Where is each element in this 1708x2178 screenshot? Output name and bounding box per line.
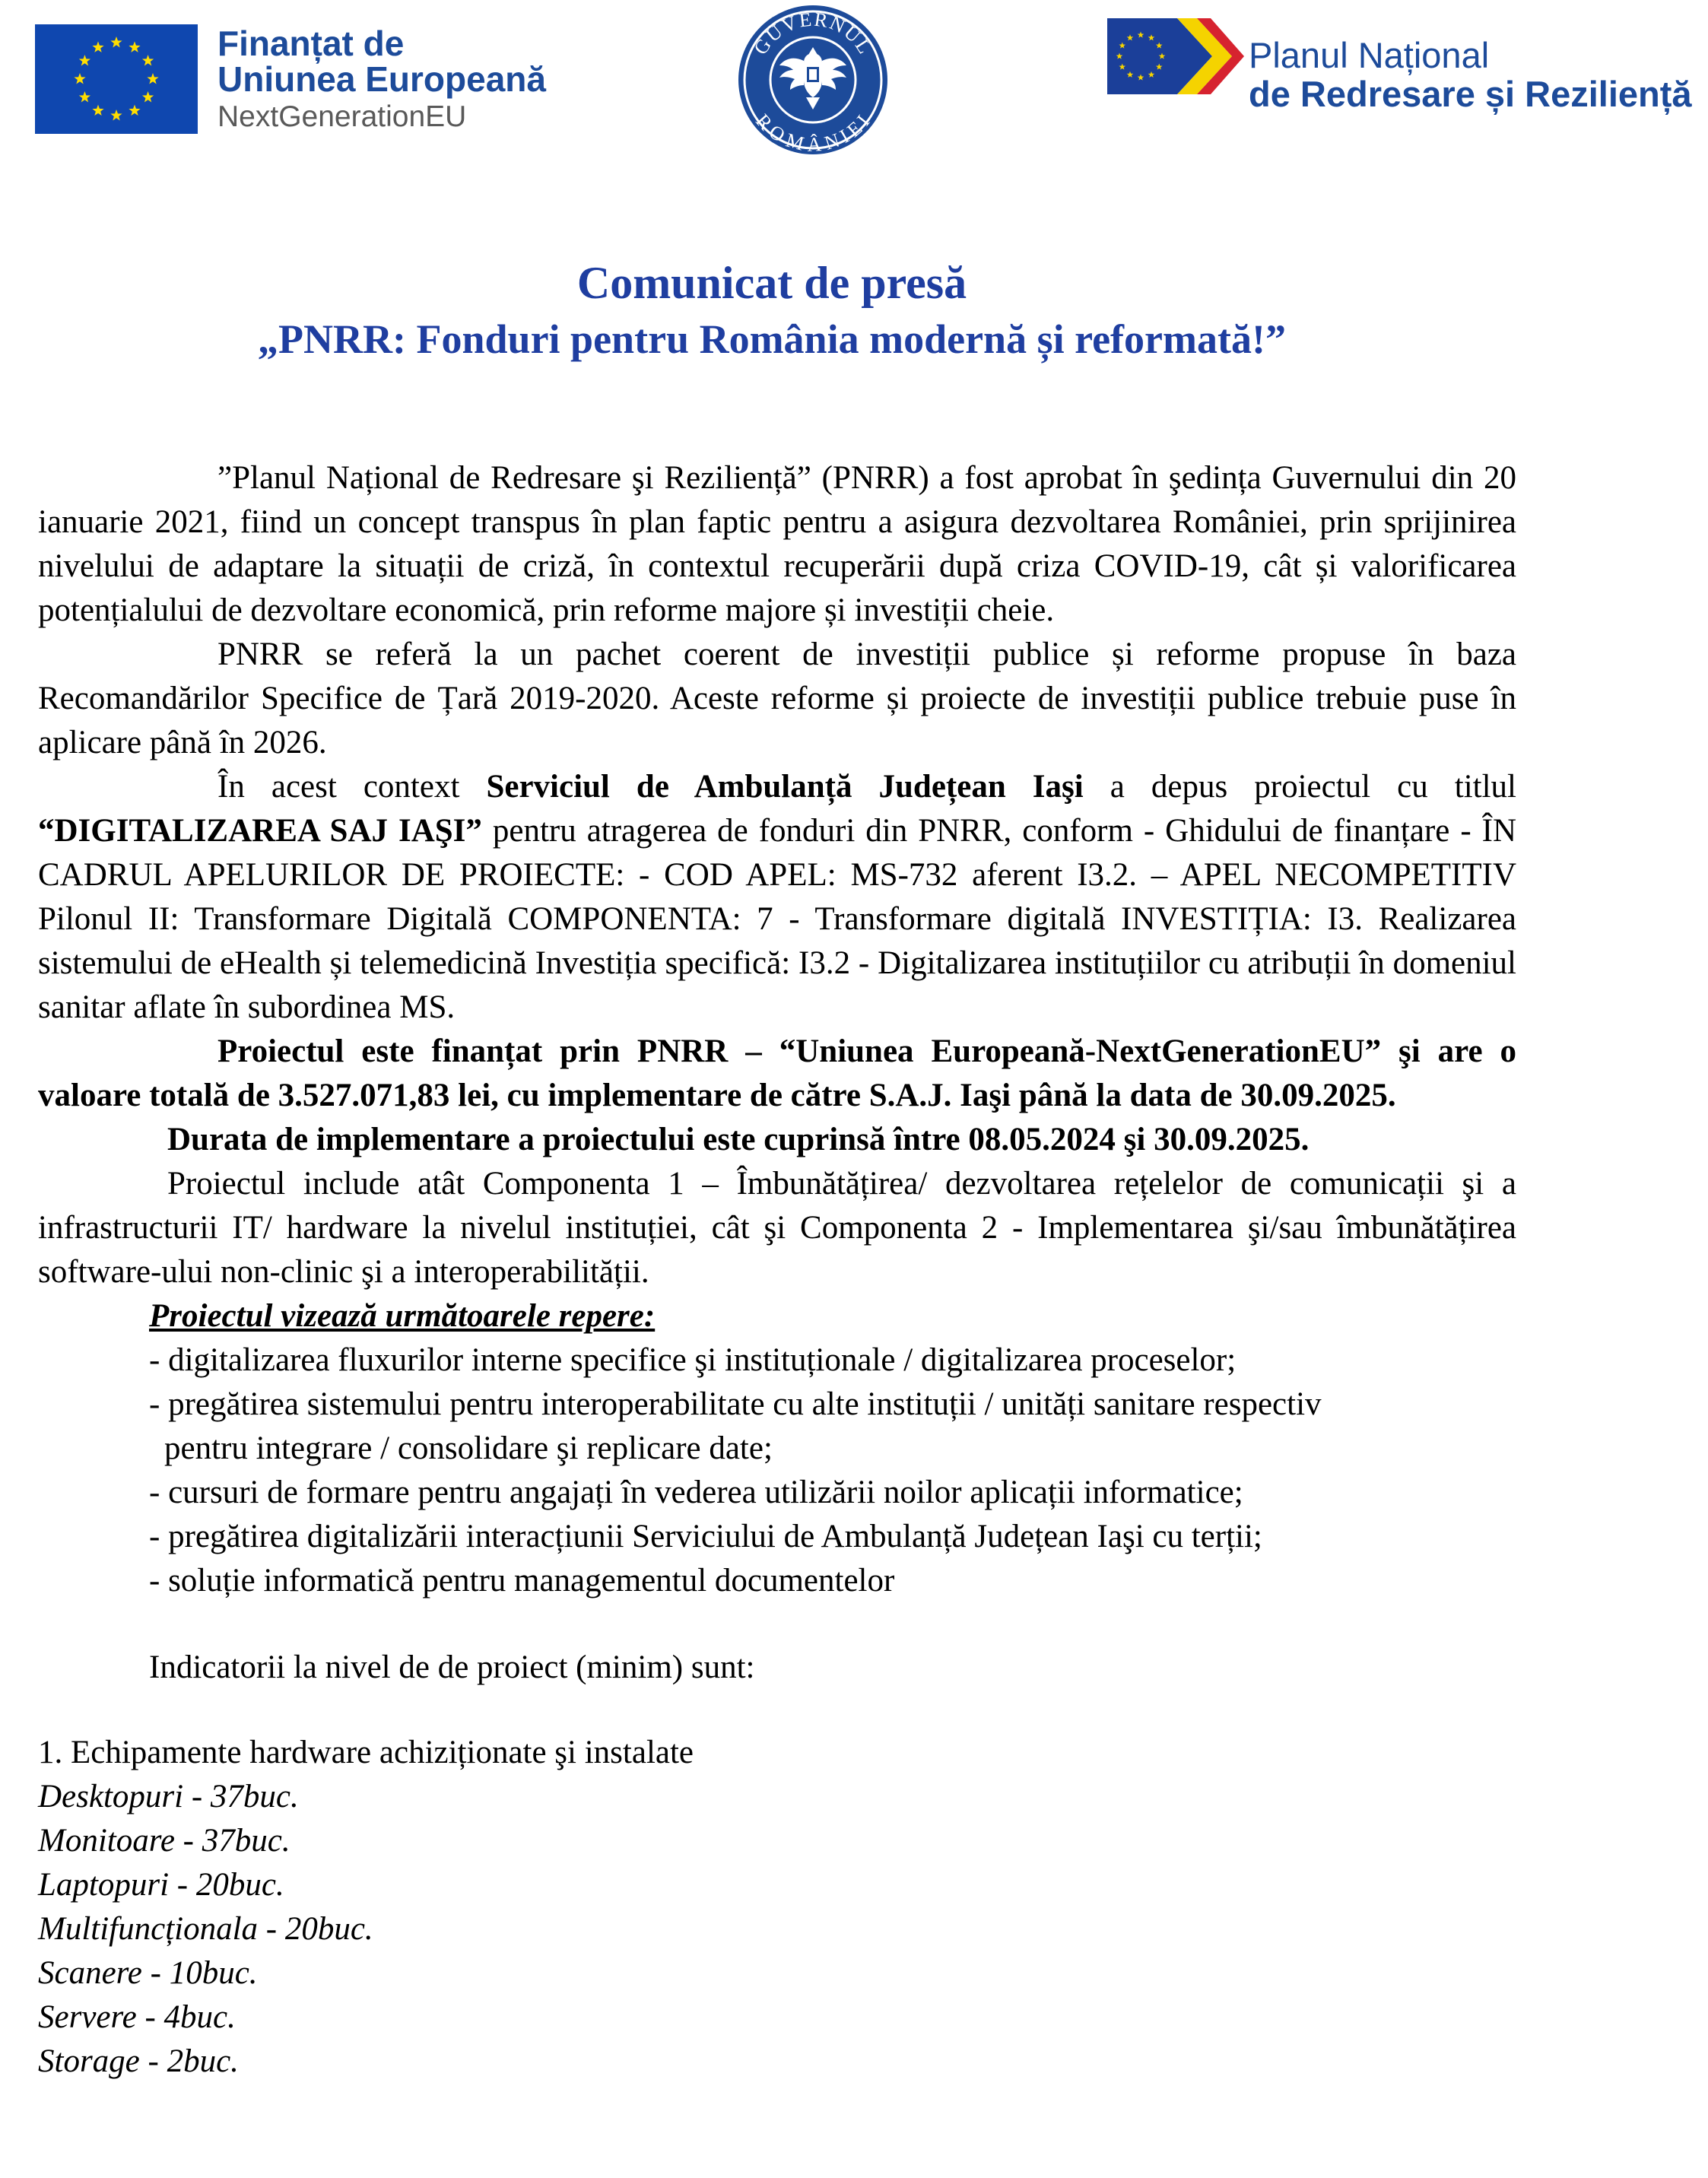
paragraph-duration — [38, 1118, 1516, 1162]
press-release-title-block — [0, 254, 1544, 367]
indicators-group-title: 1. Echipamente hardware achiziționate şi instalate — [38, 1735, 694, 1770]
applicant-name: Serviciul de Ambulanță Județean Iaşi — [486, 769, 1084, 805]
p3-text-a: În acest context — [217, 769, 487, 805]
funding-text: Proiectul este finanțat prin PNRR – “Uniunea Europeană-NextGenerationEU” şi are o valoare totală de 3.527.071,83 lei, cu implementare de către S.A.J. Iaşi până la data de 30.09.2025. — [38, 1033, 1516, 1113]
eu-star-icon — [142, 55, 154, 65]
list-item: - cursuri de formare pentru angajați în vederea utilizării noilor aplicații informatice; — [149, 1475, 1243, 1510]
pnrr-logo — [1107, 18, 1692, 114]
duration-text: Durata de implementare a proiectului este cuprinsă între 08.05.2024 şi 30.09.2025. — [167, 1122, 1310, 1157]
eu-flag-icon — [35, 24, 198, 134]
eu-star-icon — [79, 55, 90, 65]
eu-logo-line2: Uniunea Europeană — [217, 59, 546, 100]
paragraph-pnrr-description: PNRR se referă la un pachet coerent de investiții publice și reforme propuse în baza Recomandărilor Specifice de Țară 2019-2020. Aceste reforme și proiecte de investiții publice trebuie puse în aplicare până în 2026. — [38, 637, 1516, 760]
eu-star-icon — [142, 91, 154, 102]
paragraph-project-submission — [38, 765, 1516, 1030]
page-title: Comunicat de presă — [576, 258, 967, 308]
eu-star-icon — [110, 110, 122, 120]
eu-star-icon — [110, 37, 122, 47]
project-title: “DIGITALIZAREA SAJ IAŞI” — [38, 813, 482, 849]
pnrr-logo-text — [1249, 37, 1692, 114]
list-item: Laptopuri - 20buc. — [38, 1867, 284, 1903]
eu-star-icon — [129, 41, 140, 52]
paragraph-pnrr-approval: ”Planul Național de Redresare şi Reziliență” (PNRR) a fost aprobat în şedința Guvernului din 20 ianuarie 2021, fiind un concept transpus în plan faptic pentru a asigura dezvoltarea României, prin sprijinirea nivelului de adaptare la situații de criză, în contextul recuperării după criza COVID-19, cât și valorificarea potențialului de dezvoltare economică, prin reforme majore și investiții cheie. — [38, 460, 1516, 628]
eu-logo-text — [217, 26, 546, 132]
eu-funding-logo — [35, 24, 546, 134]
list-item: Storage - 2buc. — [38, 2043, 239, 2079]
list-item: - pregătirea sistemului pentru interoperabilitate cu alte instituții / unități sanitare respectiv — [149, 1386, 1322, 1422]
list-item: Scanere - 10buc. — [38, 1955, 258, 1991]
pnrr-flag-icon — [1107, 18, 1244, 94]
list-item: Desktopuri - 37buc. — [38, 1779, 299, 1814]
paragraph-funding — [38, 1030, 1516, 1118]
list-item: Monitoare - 37buc. — [38, 1823, 290, 1859]
list-item: pentru integrare / consolidare şi replicare date; — [164, 1430, 773, 1466]
eu-star-icon — [74, 73, 85, 84]
list-item: - soluție informatică pentru managementul documentelor — [149, 1563, 895, 1599]
press-release-body — [38, 456, 1516, 2084]
eu-star-icon — [92, 105, 103, 116]
p3-text-c: a depus proiectul cu titlul — [1083, 769, 1516, 805]
objectives-heading — [38, 1294, 1516, 1338]
government-seal-icon — [736, 3, 890, 157]
eu-star-icon — [92, 41, 103, 52]
seal-bottom-text: ROMÂNIEI — [751, 110, 875, 156]
seal-top-text: GUVERNUL — [749, 8, 877, 59]
pnrr-logo-line1: Planul Național — [1249, 35, 1490, 75]
eu-star-icon — [147, 73, 158, 84]
paragraph-components: Proiectul include atât Componenta 1 – Îmbunătățirea/ dezvoltarea rețelelor de comunicații şi a infrastructurii IT/ hardware la nivelul instituției, cât şi Componenta 2 - Implementarea şi/sau îmbunătățirea software-ului non-clinic şi a interoperabilității. — [38, 1166, 1516, 1290]
objectives-heading-text: Proiectul vizează următoarele repere: — [149, 1298, 656, 1334]
eu-logo-line1: Finanțat de — [217, 24, 405, 64]
government-seal-logo — [736, 3, 890, 157]
equipment-list — [38, 1775, 1516, 2084]
eu-star-icon — [129, 105, 140, 116]
eu-logo-line3: NextGenerationEU — [217, 100, 467, 134]
p3-text-e: pentru atragerea de fonduri din PNRR, conform - Ghidului de finanțare - ÎN CADRUL APELURILOR DE PROIECTE: - COD APEL: MS-732 aferent I3.2. – APEL NECOMPETITIV Pilonul II: Transformare Digitală COMPONENTA: 7 - Transformare digitală INVESTIȚIA: I3. Realizarea sistemului de eHealth și telemedicină Investiția specifică: I3.2 - Digitalizarea instituțiilor cu atribuții în domeniul sanitar aflate în subordinea MS. — [38, 813, 1516, 1025]
eu-star-icon — [79, 91, 90, 102]
list-item: - digitalizarea fluxurilor interne specifice şi instituționale / digitalizarea proceselor; — [149, 1342, 1237, 1378]
objectives-list — [38, 1338, 1516, 1603]
list-item: Servere - 4buc. — [38, 1999, 236, 2035]
page-subtitle: „PNRR: Fonduri pentru România modernă și reformată!” — [258, 316, 1286, 362]
list-item: Multifuncționala - 20buc. — [38, 1911, 373, 1947]
list-item: - pregătirea digitalizării interacțiunii Serviciului de Ambulanță Județean Iaşi cu terții; — [149, 1519, 1262, 1554]
pnrr-logo-line2: de Redresare și Reziliență — [1249, 73, 1692, 114]
indicators-intro: Indicatorii la nivel de de proiect (minim) sunt: — [149, 1649, 755, 1685]
